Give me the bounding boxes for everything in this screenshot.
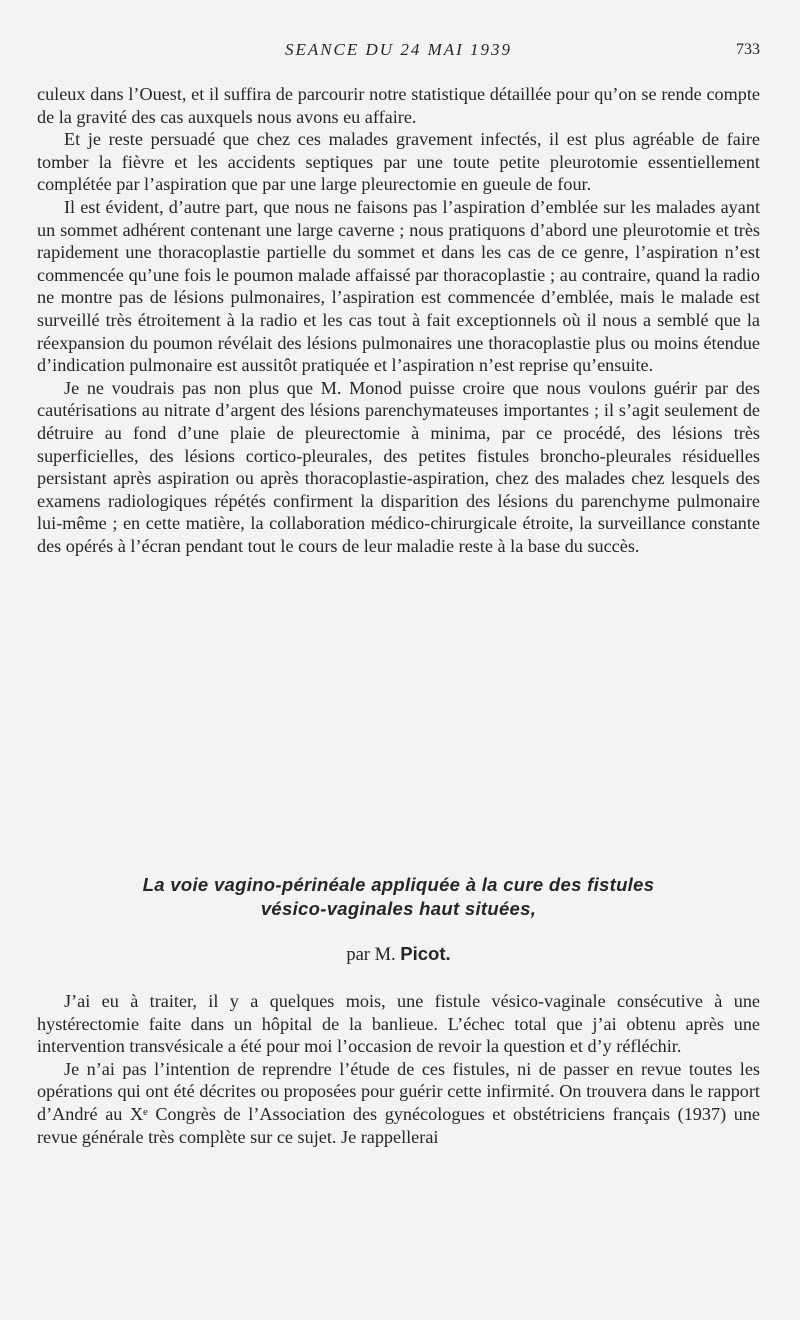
paragraph: Je ne voudrais pas non plus que M. Monod puisse croire que nous voulons guérir par des cautérisations au nitrate d’argent des lésions parenchymateuses importantes ; il s’agit seulement de détruire au fond d’une plaie de pleurectomie à minima, par ce procédé, des lésions très superficielles, des lésions cortico-pleurales, des petites fistules broncho-pleurales résiduelles persistant après aspiration ou après thoracoplastie-aspiration, chez des malades chez lesquels des examens radiologiques répétés confirment la disparition des lésions du parenchyme pulmonaire lui-même ; en cette matière, la collaboration médico-chirurgicale étroite, la surveillance constante des opérés à l’écran pendant tout le cours de leur maladie reste à la base du succès. — [37, 377, 760, 556]
paragraph: Et je reste persuadé que chez ces malades gravement infectés, il est plus agréable de faire tomber la fièvre et les accidents septiques par une toute petite pleurotomie essentiellement complétée par l’aspiration que par une large pleurectomie en gueule de four. — [37, 129, 760, 195]
byline — [37, 943, 760, 966]
paragraph: culeux dans l’Ouest, et il suffira de parcourir notre statistique détaillée pour qu’on se rende compte de la gravité des cas auxquels nous avons eu affaire. — [37, 84, 760, 127]
paragraph: Je n’ai pas l’intention de reprendre l’étude de ces fistules, ni de passer en revue toutes les opérations qui ont été décrites ou proposées pour guérir cette infirmité. On trouvera dans le rapport d’André au Xᵉ Congrès de l’Association des gynécologues et obstétriciens français (1937) une revue générale très complète sur ce sujet. Je rappellerai — [37, 1058, 760, 1147]
running-title: SEANCE DU 24 MAI 1939 — [284, 40, 513, 59]
previous-article-text — [37, 83, 760, 557]
paragraph: J’ai eu à traiter, il y a quelques mois, une fistule vésico-vaginale consécutive à une hystérectomie faite dans un hôpital de la banlieue. L’échec total que j’ai obtenu après une intervention transvésicale a été pour moi l’occasion de revoir la question et d’y réfléchir. — [37, 991, 760, 1057]
page-number: 733 — [736, 41, 760, 58]
article-title-line: La voie vagino-périnéale appliquée à la cure des fistules — [142, 874, 655, 895]
article-title — [37, 873, 760, 921]
author-name: Picot. — [400, 943, 451, 964]
byline-prefix: par M. — [346, 945, 401, 965]
article-body-text — [37, 990, 760, 1148]
paragraph: Il est évident, d’autre part, que nous ne faisons pas l’aspiration d’emblée sur les malades ayant un sommet adhérent contenant une large caverne ; nous pratiquons d’abord une pleurotomie et très rapidement une thoracoplastie partielle du sommet et dans les cas de ce genre, l’aspiration n’est commencée qu’une fois le poumon malade affaissé par thoracoplastie ; au contraire, quand la radio ne montre pas de lésions pulmonaires, l’aspiration est commencée d’emblée, mais le malade est surveillé très étroitement à la radio et les cas tout à fait exceptionnels où il nous a semblé que la réexpansion du poumon révélait des lésions pulmonaires une thoracoplastie plus ou moins étendue d’indication pulmonaire est aussitôt pratiquée et l’aspiration n’est reprise qu’ensuite. — [37, 196, 760, 376]
page-header — [37, 40, 760, 64]
article-title-line: vésico-vaginales haut situées, — [260, 898, 537, 919]
